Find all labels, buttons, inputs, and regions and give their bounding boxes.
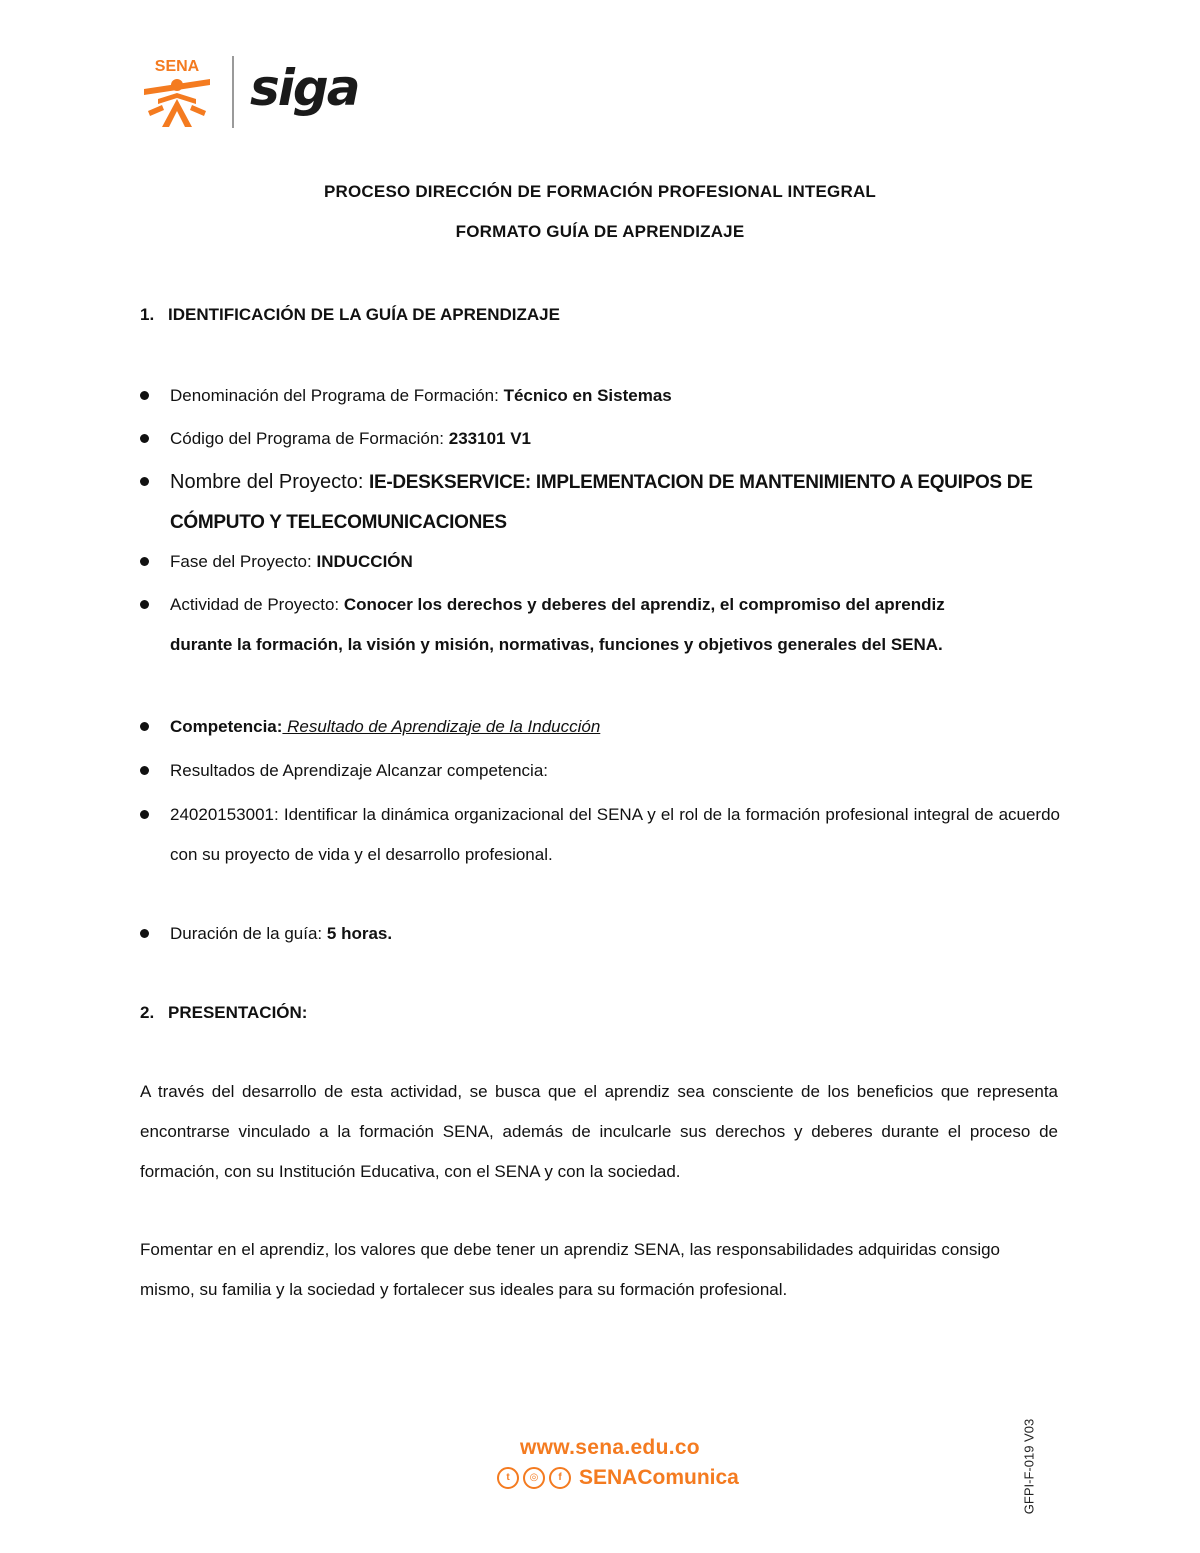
list-item-results [140, 751, 1060, 791]
bullet-icon [140, 810, 149, 819]
activity-value: Conocer los derechos y deberes del aprendiz, el compromiso del aprendiz durante la formación, la visión y misión, normativas, funciones y objetivos generales del SENA. [170, 595, 945, 654]
bullet-icon [140, 929, 149, 938]
phase-value: INDUCCIÓN [316, 552, 413, 571]
header-logos [140, 52, 370, 132]
bullet-icon [140, 391, 149, 400]
section-1-title: IDENTIFICACIÓN DE LA GUÍA DE APRENDIZAJE [168, 305, 560, 324]
footer-url: www.sena.edu.co [520, 1436, 700, 1459]
sena-logo-icon [140, 55, 214, 129]
format-title: FORMATO GUÍA DE APRENDIZAJE [455, 222, 745, 241]
project-label: Nombre del Proyecto: [170, 471, 369, 493]
project-value: IE-DESKSERVICE: IMPLEMENTACION DE MANTENIMIENTO A EQUIPOS DE CÓMPUTO Y TELECOMUNICACIONES [170, 472, 1033, 533]
form-code [1018, 1415, 1040, 1525]
results-label: Resultados de Aprendizaje Alcanzar competencia: [170, 761, 549, 780]
program-label: Denominación del Programa de Formación: [170, 386, 504, 405]
list-item-duration [140, 914, 1060, 954]
form-code-text: GFPI-F-019 V03 [1021, 1418, 1037, 1515]
footer-social [497, 1466, 739, 1490]
phase-label: Fase del Proyecto: [170, 552, 317, 571]
siga-logo [250, 57, 370, 127]
duration-label: Duración de la guía: [170, 924, 327, 943]
bullet-icon [140, 722, 149, 731]
list-item-result-code [140, 795, 1060, 875]
list-item-competence [140, 707, 1060, 747]
section-2-heading [140, 1003, 307, 1023]
bullet-icon [140, 600, 149, 609]
bullet-icon [140, 557, 149, 566]
activity-label: Actividad de Proyecto: [170, 595, 344, 614]
bullet-icon [140, 434, 149, 443]
process-title: PROCESO DIRECCIÓN DE FORMACIÓN PROFESIONAL INTEGRAL [323, 182, 877, 201]
twitter-icon: t [497, 1467, 519, 1489]
list-item-program [140, 376, 1060, 416]
program-value: Técnico en Sistemas [503, 386, 672, 405]
section-2-number: 2. [140, 1003, 155, 1022]
facebook-icon: f [549, 1467, 571, 1489]
code-label: Código del Programa de Formación: [170, 429, 449, 448]
list-item-phase [140, 542, 1060, 582]
presentation-paragraph-1: A través del desarrollo de esta actividad, se busca que el aprendiz sea consciente de los beneficios que representa encontrarse vinculado a la formación SENA, además de inculcarle sus derechos y deberes durante el proceso de formación, con su Institución Educativa, con el SENA y con la sociedad. [140, 1082, 1058, 1181]
code-value: 233101 V1 [448, 429, 531, 448]
instagram-icon: ◎ [523, 1467, 545, 1489]
social-handle: SENAComunica [579, 1466, 739, 1489]
section-2-title: PRESENTACIÓN: [168, 1003, 308, 1022]
presentation-paragraph-2: Fomentar en el aprendiz, los valores que debe tener un aprendiz SENA, las responsabilidades adquiridas consigo mismo, su familia y la sociedad y fortalecer sus ideales para su formación profesional. [140, 1240, 1000, 1299]
logo-divider [232, 56, 234, 128]
competence-label: Competencia: [170, 717, 283, 736]
section-1-heading [140, 305, 560, 325]
list-item-project [140, 462, 1060, 543]
list-item-activity [140, 585, 960, 665]
duration-value: 5 horas. [326, 924, 393, 943]
result-text: Identificar la dinámica organizacional del SENA y el rol de la formación profesional integral de acuerdo con su proyecto de vida y el desarrollo profesional. [170, 805, 1061, 864]
siga-logo-text: siga [250, 59, 359, 117]
section-1-number: 1. [140, 305, 155, 324]
bullet-icon [140, 766, 149, 775]
siga-logo-icon [250, 57, 370, 127]
competence-value: Resultado de Aprendizaje de la Inducción [282, 717, 601, 736]
sena-logo [140, 55, 214, 129]
sena-logo-text: SENA [154, 58, 200, 75]
bullet-icon [140, 477, 149, 486]
list-item-code [140, 419, 1060, 459]
result-code: 24020153001: [170, 805, 284, 824]
